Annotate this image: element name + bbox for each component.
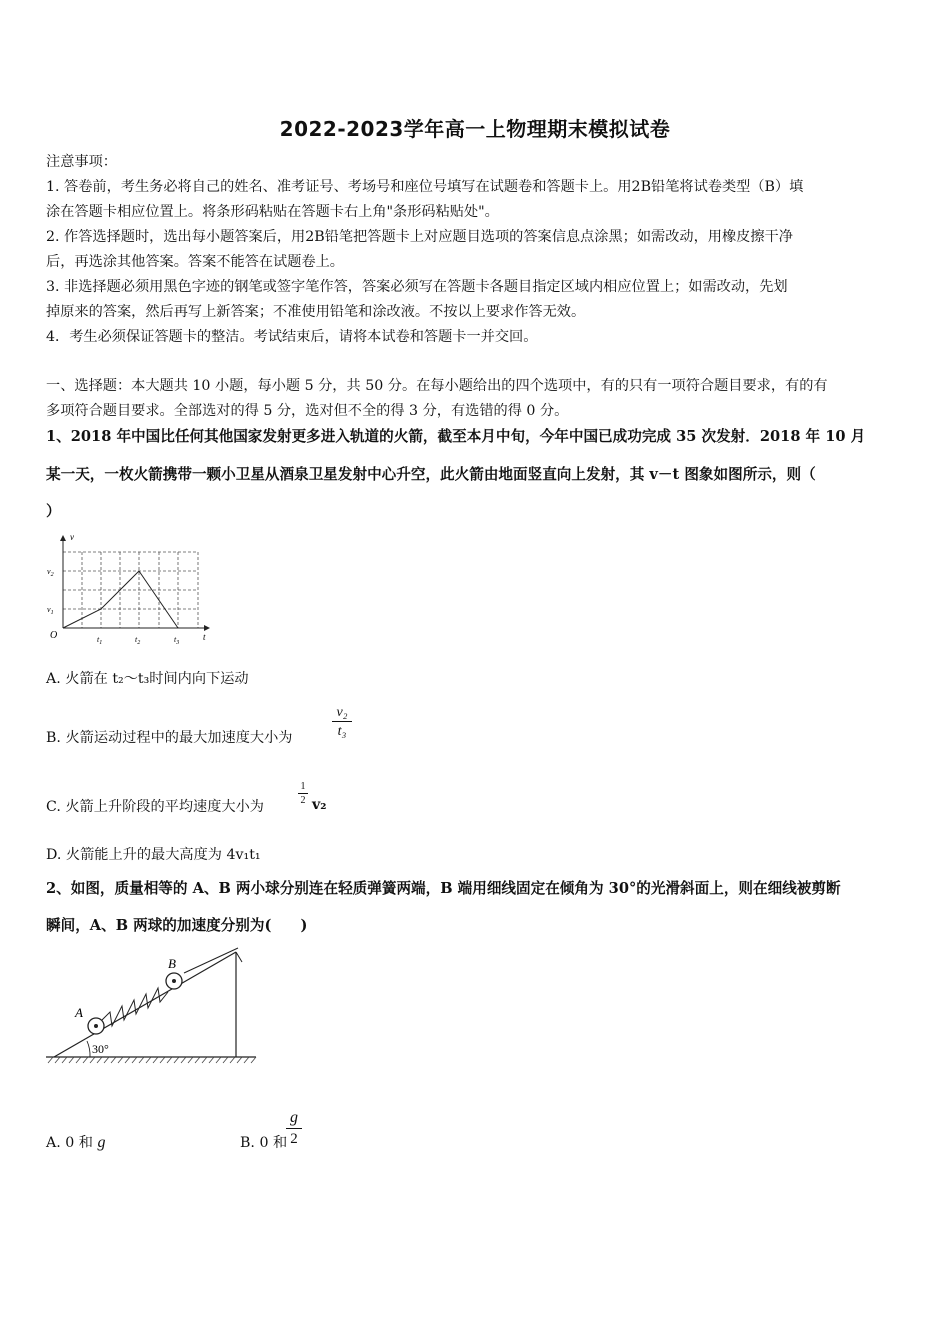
question-2-stem: 2、如图，质量相等的 A、B 两小球分别连在轻质弹簧两端，B 端用细线固定在倾角为 30°的光滑斜面上，则在细线被剪断 xyxy=(46,880,841,897)
fraction-denominator: t₃ xyxy=(332,721,352,741)
notice-line: 4．考生必须保证答题卡的整洁。考试结束后，请将本试卷和答题卡一并交回。 xyxy=(46,329,538,345)
fraction-numerator: g xyxy=(290,1109,298,1126)
vt-graph xyxy=(44,530,219,648)
q2-option-a-text: A. 0 和 xyxy=(46,1135,93,1151)
fraction-denominator: 2 xyxy=(298,793,308,807)
v-axis-label: v xyxy=(70,532,74,542)
q2-option-b: B. 0 和 xyxy=(240,1135,288,1151)
incline-top-edge xyxy=(236,952,242,962)
fraction-denominator: 2 xyxy=(286,1128,302,1149)
q1-option-b: B. 火箭运动过程中的最大加速度大小为 xyxy=(46,730,293,746)
v1-label: $v_1$ xyxy=(47,605,54,616)
fraction-numerator: 1 xyxy=(300,781,306,792)
notice-line: 1. 答卷前，考生务必将自己的姓名、准考证号、考场号和座位号填写在试题卷和答题卡上。用2B铅笔将试卷类型（B）填 xyxy=(46,179,804,195)
ball-b-center xyxy=(172,979,176,983)
q1-option-c: C. 火箭上升阶段的平均速度大小为 xyxy=(46,799,264,815)
ball-a-center xyxy=(94,1024,98,1028)
graph-grid xyxy=(63,552,198,628)
fraction-numerator: v₂ xyxy=(336,705,348,720)
label-b: B xyxy=(168,956,176,971)
question-1-stem: 1、2018 年中国比任何其他国家发射更多进入轨道的火箭，截至本月中旬，今年中国已成功完成 35 次发射．2018 年 10 月 xyxy=(46,428,866,445)
t-axis-label: t xyxy=(203,632,206,642)
q1-option-d: D. 火箭能上升的最大高度为 4v₁t₁ xyxy=(46,847,261,863)
incline-figure xyxy=(44,940,259,1068)
t1-label: $t_1$ xyxy=(97,635,103,646)
q1-option-c-tail: v₂ xyxy=(312,797,327,813)
q2-option-b-fraction xyxy=(286,1108,302,1149)
spring xyxy=(102,988,168,1026)
notice-line: 后，再选涂其他答案。答案不能答在试题卷上。 xyxy=(46,254,344,270)
q1-option-b-fraction xyxy=(332,704,352,741)
question-2-stem: 瞬间，A、B 两球的加速度分别为( ) xyxy=(46,917,308,934)
section-instructions: 多项符合题目要求。全部选对的得 5 分，选对但不全的得 3 分，有选错的得 0 分。 xyxy=(46,403,569,419)
angle-label: 30° xyxy=(92,1042,109,1056)
question-1-stem: ） xyxy=(46,503,61,520)
string-line xyxy=(184,948,238,973)
notice-line: 2. 作答选择题时，选出每小题答案后，用2B铅笔把答题卡上对应题目选项的答案信息点涂黑；如需改动，用橡皮擦干净 xyxy=(46,229,793,245)
label-a: A xyxy=(75,1005,83,1020)
angle-arc xyxy=(87,1041,90,1057)
origin-label: O xyxy=(50,630,58,641)
t3-label: $t_3$ xyxy=(174,635,180,646)
q1-option-c-fraction xyxy=(298,780,308,807)
section-instructions: 一、选择题：本大题共 10 小题，每小题 5 分，共 50 分。在每小题给出的四个选项中，有的只有一项符合题目要求，有的有 xyxy=(46,378,828,394)
v2-label: $v_2$ xyxy=(47,567,54,578)
q2-option-a xyxy=(46,1132,106,1152)
notice-line: 3. 非选择题必须用黑色字迹的钢笔或签字笔作答，答案必须写在答题卡各题目指定区域内相应位置上；如需改动，先划 xyxy=(46,279,788,295)
t2-label: $t_2$ xyxy=(135,635,141,646)
q2-option-a-g: g xyxy=(97,1134,106,1151)
velocity-curve xyxy=(63,571,178,628)
page-title: 2022-2023学年高一上物理期末模拟试卷 xyxy=(279,117,671,141)
notice-heading: 注意事项： xyxy=(46,154,117,170)
q1-option-a: A. 火箭在 t₂～t₃时间内向下运动 xyxy=(46,671,249,687)
ground-hatching xyxy=(48,1057,256,1063)
notice-line: 掉原来的答案，然后再写上新答案；不准使用铅笔和涂改液。不按以上要求作答无效。 xyxy=(46,304,586,320)
notice-line: 涂在答题卡相应位置上。将条形码粘贴在答题卡右上角"条形码粘贴处"。 xyxy=(46,204,499,220)
question-1-stem: 某一天，一枚火箭携带一颗小卫星从酒泉卫星发射中心升空，此火箭由地面竖直向上发射，其 v－t 图象如图所示，则（ xyxy=(46,466,816,483)
